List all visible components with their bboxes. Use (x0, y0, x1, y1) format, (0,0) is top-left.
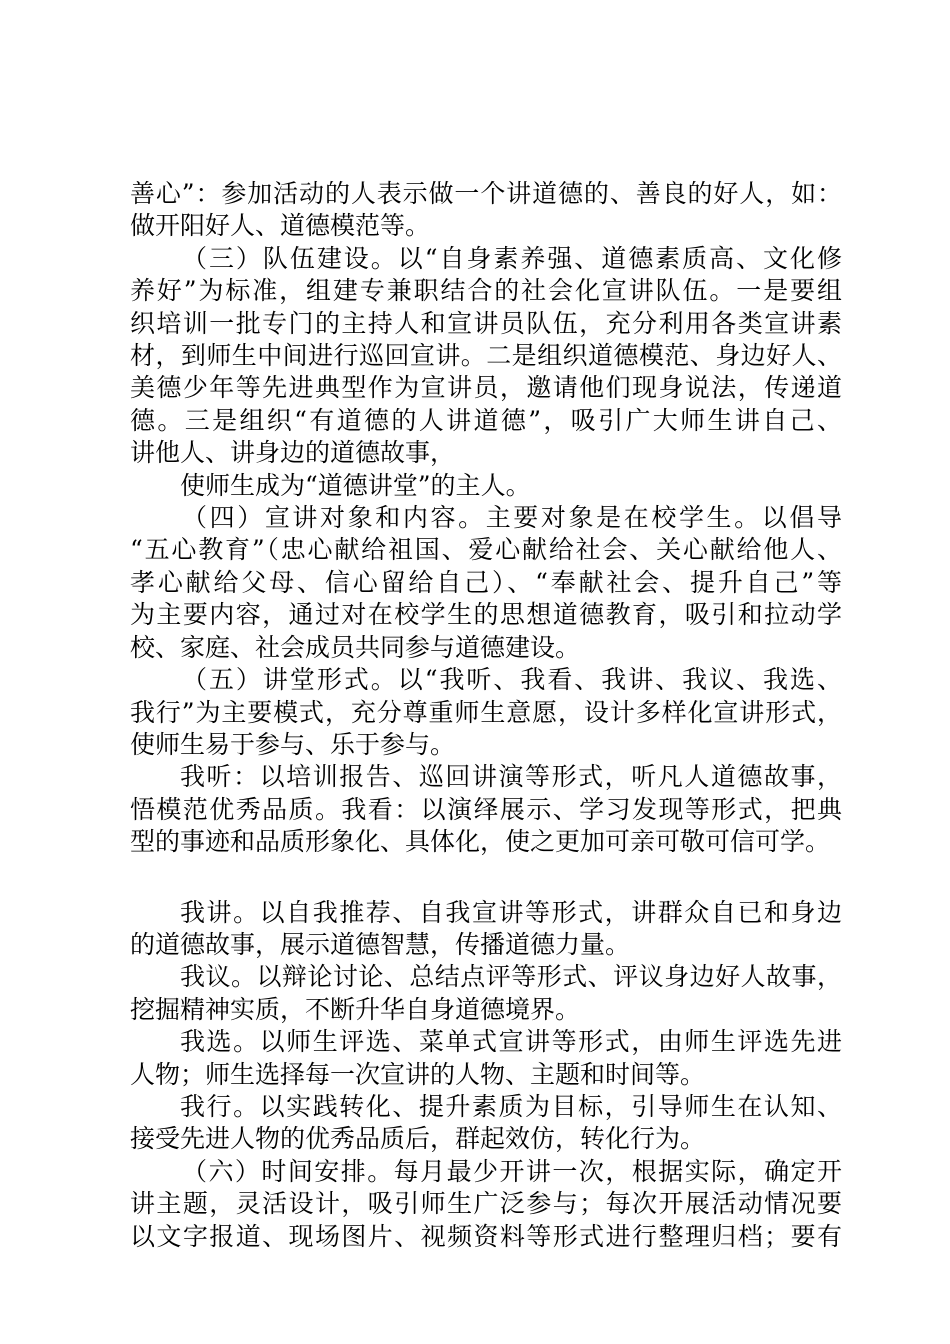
text-line: 使师生易于参与、乐于参与。 (130, 729, 456, 759)
paragraph-gap (130, 859, 842, 897)
text-line: 讲他人、讲身边的道德故事， (130, 438, 456, 468)
text-line: 以文字报道、现场图片、视频资料等形式进行整理归档；要有 (130, 1221, 842, 1251)
text-line: 型的事迹和品质形象化、具体化，使之更加可亲可敬可信可学。 (130, 827, 831, 857)
text-line: 为主要内容，通过对在校学生的思想道德教育，吸引和拉动学 (130, 600, 842, 630)
text-line: 悟模范优秀品质。我看：以演绎展示、学习发现等形式，把典 (130, 794, 842, 824)
text-line: （三）队伍建设。以“自身素养强、道德素质高、文化修 (182, 243, 842, 273)
text-line: “五心教育”（忠心献给祖国、爱心献给社会、关心献给他人、 (130, 535, 842, 565)
text-line: 养好”为标准，组建专兼职结合的社会化宣讲队伍。一是要组 (130, 276, 842, 306)
text-line: 美德少年等先进典型作为宣讲员，邀请他们现身说法，传递道 (130, 373, 842, 403)
text-line: 材，到师生中间进行巡回宣讲。二是组织道德模范、身边好人、 (130, 341, 842, 371)
text-line: 挖掘精神实质，不断升华自身道德境界。 (130, 994, 581, 1024)
text-line: 接受先进人物的优秀品质后，群起效仿，转化行为。 (130, 1124, 706, 1154)
text-line: 我议。以辩论讨论、总结点评等形式、评议身边好人故事， (180, 962, 842, 992)
text-line: 织培训一批专门的主持人和宣讲员队伍，充分利用各类宣讲素 (130, 308, 842, 338)
text-line: 我选。以师生评选、菜单式宣讲等形式，由师生评选先进 (180, 1027, 842, 1057)
text-line: （五）讲堂形式。以“我听、我看、我讲、我议、我选、 (182, 665, 842, 695)
text-line: 我讲。以自我推荐、自我宣讲等形式，讲群众自已和身边 (180, 897, 842, 927)
text-line: 我行。以实践转化、提升素质为目标，引导师生在认知、 (180, 1091, 842, 1121)
text-line: 的道德故事，展示道德智慧，传播道德力量。 (130, 929, 631, 959)
text-line: （六）时间安排。每月最少开讲一次，根据实际，确定开 (182, 1156, 842, 1186)
text-line: 校、家庭、社会成员共同参与道德建设。 (130, 632, 581, 662)
text-line: 我行”为主要模式，充分尊重师生意愿，设计多样化宣讲形式， (130, 697, 842, 727)
text-line: 做开阳好人、道德模范等。 (130, 211, 431, 241)
text-line: 德。三是组织“有道德的人讲道德”，吸引广大师生讲自己、 (130, 405, 842, 435)
document-page (130, 178, 842, 1253)
text-line: （四）宣讲对象和内容。主要对象是在校学生。以倡导 (182, 503, 842, 533)
text-line: 使师生成为“道德讲堂”的主人。 (180, 470, 531, 500)
text-line: 我听：以培训报告、巡回讲演等形式，听凡人道德故事， (180, 762, 842, 792)
text-line: 人物；师生选择每一次宣讲的人物、主题和时间等。 (130, 1059, 706, 1089)
text-line: 孝心献给父母、信心留给自己）、“奉献社会、提升自己”等 (130, 567, 842, 597)
text-line: 讲主题，灵活设计，吸引师生广泛参与；每次开展活动情况要 (130, 1189, 842, 1219)
text-line: 善心”：参加活动的人表示做一个讲道德的、善良的好人，如： (130, 179, 842, 208)
